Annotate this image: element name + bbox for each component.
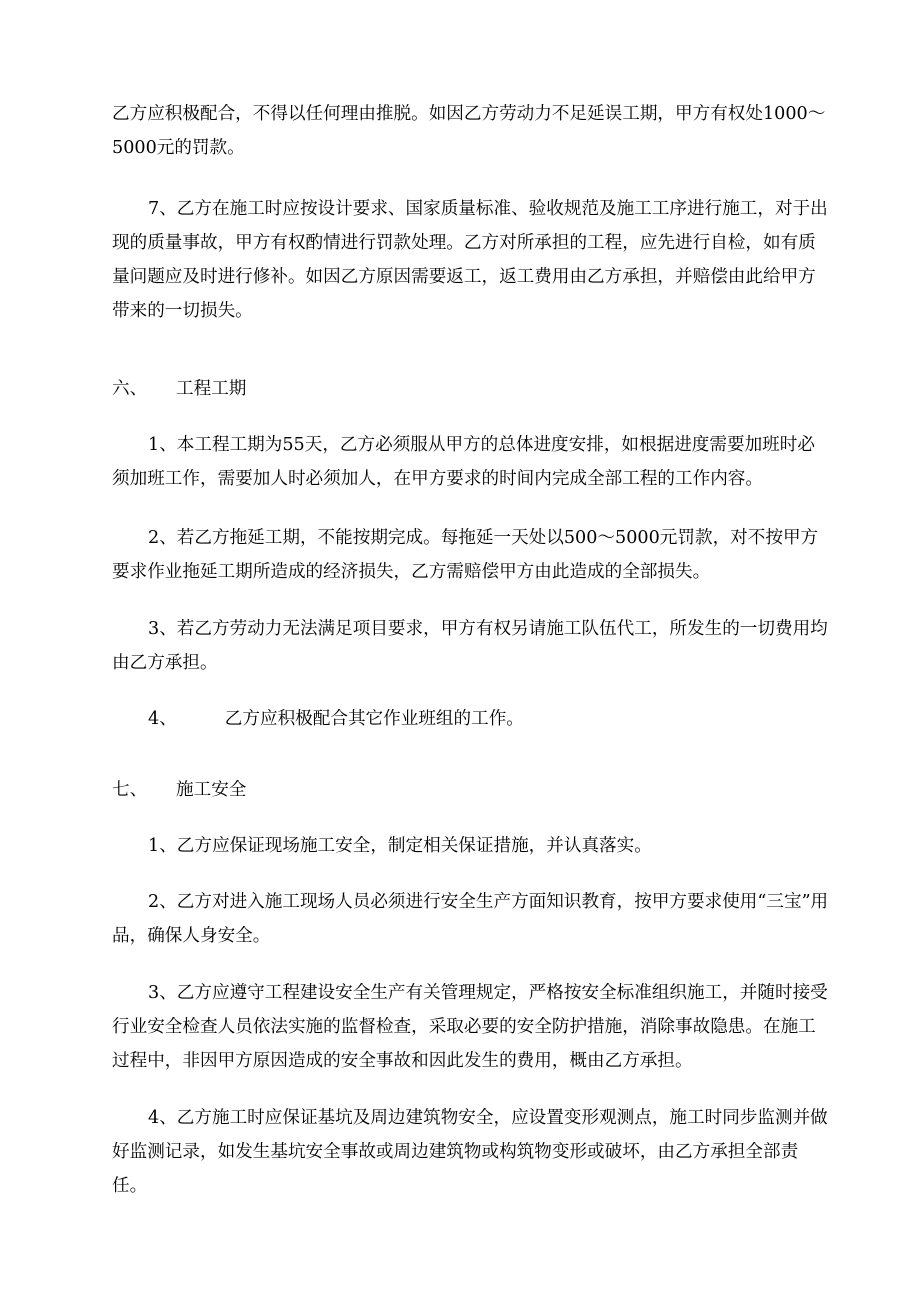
section-6-item-2: 2、若乙方拖延工期，不能按期完成。每拖延一天处以500～5000元罚款，对不按甲方要求作业拖延工期所造成的经济损失，乙方需赔偿甲方由此造成的全部损失。 [112, 528, 819, 582]
section-6-title: 工程工期 [176, 379, 247, 399]
section-7-item-4: 4、乙方施工时应保证基坑及周边建筑物安全，应设置变形观测点，施工时同步监测并做好监测记录，如发生基坑安全事故或周边建筑物或构筑物变形或破坏，由乙方承担全部责任。 [112, 1108, 828, 1196]
section-6-item-4-number: 4、 [148, 709, 177, 729]
section-6-number: 六、 [112, 379, 148, 399]
section-7-item-1: 1、乙方应保证现场施工安全，制定相关保证措施，并认真落实。 [148, 836, 652, 856]
section-6-item-4-text: 乙方应积极配合其它作业班组的工作。 [224, 709, 524, 729]
section-6-heading [112, 372, 832, 406]
section-6-item-3: 3、若乙方劳动力无法满足项目要求，甲方有权另请施工队伍代工，所发生的一切费用均由乙方承担。 [112, 619, 828, 673]
section-6-item-4 [112, 702, 832, 736]
section-7-number: 七、 [112, 780, 148, 800]
section-7-title: 施工安全 [176, 780, 247, 800]
section-7-item-3: 3、乙方应遵守工程建设安全生产有关管理规定，严格按安全标准组织施工，并随时接受行业安全检查人员依法实施的监督检查，采取必要的安全防护措施，消除事故隐患。在施工过程中，非因甲方原因造成的安全事故和因此发生的费用，概由乙方承担。 [112, 983, 828, 1071]
section-7-item-2: 2、乙方对进入施工现场人员必须进行安全生产方面知识教育，按甲方要求使用“三宝”用品，确保人身安全。 [112, 892, 829, 946]
section-7-heading [112, 773, 832, 807]
paragraph-intro: 乙方应积极配合，不得以任何理由推脱。如因乙方劳动力不足延误工期，甲方有权处1000～5000元的罚款。 [112, 104, 826, 158]
paragraph-item-7: 7、乙方在施工时应按设计要求、国家质量标准、验收规范及施工工序进行施工，对于出现的质量事故，甲方有权酌情进行罚款处理。乙方对所承担的工程，应先进行自检，如有质量问题应及时进行修补。如因乙方原因需要返工，返工费用由乙方承担，并赔偿由此给甲方带来的一切损失。 [112, 199, 828, 321]
section-6-item-1: 1、本工程工期为55天，乙方必须服从甲方的总体进度安排，如根据进度需要加班时必须加班工作，需要加人时必须加人，在甲方要求的时间内完成全部工程的工作内容。 [112, 435, 815, 489]
